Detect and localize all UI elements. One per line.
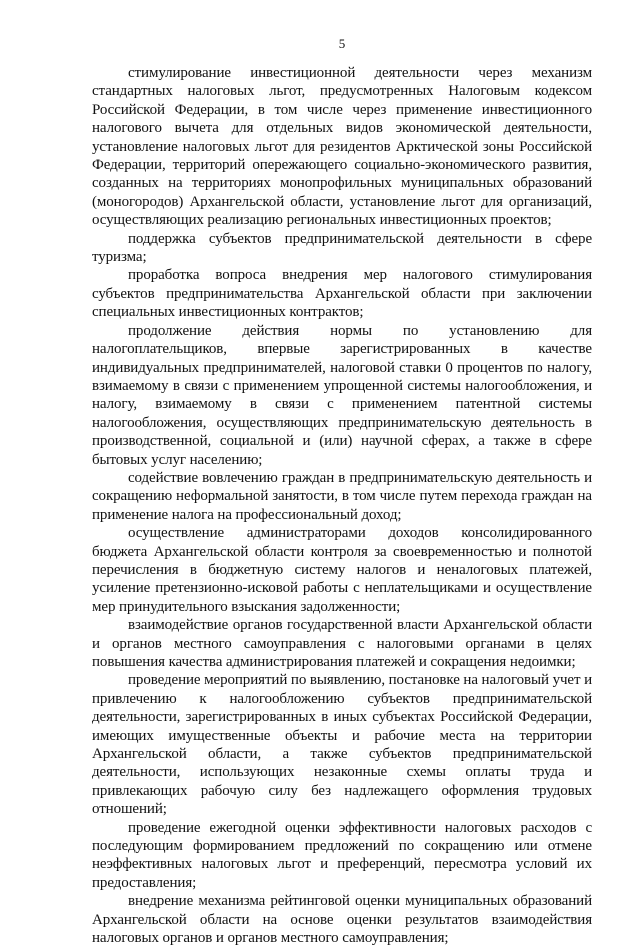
paragraph-zero-tax-rate: продолжение действия нормы по установлению для налогоплательщиков, впервые зарегистрированных в качестве индивидуальных предпринимателей, налоговой ставки 0 процентов по налогу, взимаемому в связи с применением упрощенной системы налогообложения, и налогу, взимаемому в связи с применением патентной системы налогообложения, осуществляющих предпринимательскую деятельность в производственной, социальной и (или) научной сферах, а также в сфере бытовых услуг населению; <box>92 322 592 468</box>
paragraph-municipal-rating: внедрение механизма рейтинговой оценки муниципальных образований Архангельской области на основе оценки результатов взаимодействия налоговых органов и органов местного самоуправления; <box>92 893 592 947</box>
paragraph-entrepreneurship-involvement: содействие вовлечению граждан в предпринимательскую деятельность и сокращению неформальной занятости, в том числе путем перехода граждан на применение налога на профессиональный доход; <box>92 469 592 523</box>
paragraph-tax-expenditure-evaluation: проведение ежегодной оценки эффективности налоговых расходов с последующим формированием предложений по сокращению или отмене неэффективных налоговых льгот и преференций, пересмотра условий их предоставления; <box>92 819 592 891</box>
page-number: 5 <box>338 36 346 51</box>
paragraph-investment-stimulation: стимулирование инвестиционной деятельности через механизм стандартных налоговых льгот, предусмотренных Налоговым кодексом Российской Федерации, в том числе через применение инвестиционного налогового вычета для отдельных видов экономической деятельности, установление налоговых льгот для резидентов Арктической зоны Российской Федерации, территорий опережающего социально-экономического развития, созданных на территориях монопрофильных муниципальных образований (моногородов) Архангельской области, установление льгот для организаций, осуществляющих реализацию региональных инвестиционных проектов; <box>92 65 592 229</box>
paragraph-budget-revenue-control: осуществление администраторами доходов консолидированного бюджета Архангельской области контроля за своевременностью и полнотой перечисления в бюджетную систему налогов и неналоговых платежей, усиление претензионно-исковой работы с неплательщиками и осуществление мер принудительного взыскания задолженности; <box>92 525 592 615</box>
paragraph-tourism-support: поддержка субъектов предпринимательской деятельности в сфере туризма; <box>92 230 592 266</box>
paragraph-authorities-interaction: взаимодействие органов государственной власти Архангельской области и органов местного самоуправления с налоговыми органами в целях повышения качества администрирования платежей и сокращения недоимки; <box>92 617 592 670</box>
paragraph-tax-registration: проведение мероприятий по выявлению, постановке на налоговый учет и привлечению к налогообложению субъектов предпринимательской деятельности, зарегистрированных в иных субъектах Российской Федерации, имеющих имущественные объекты и рабочие места на территории Архангельской области, а также субъектов предпринимательской деятельности, использующих незаконные схемы оплаты труда и привлекающих рабочую силу без надлежащего оформления трудовых отношений; <box>92 672 592 818</box>
paragraph-special-investment-contracts: проработка вопроса внедрения мер налогового стимулирования субъектов предпринимательства Архангельской области при заключении специальных инвестиционных контрактов; <box>92 267 592 321</box>
